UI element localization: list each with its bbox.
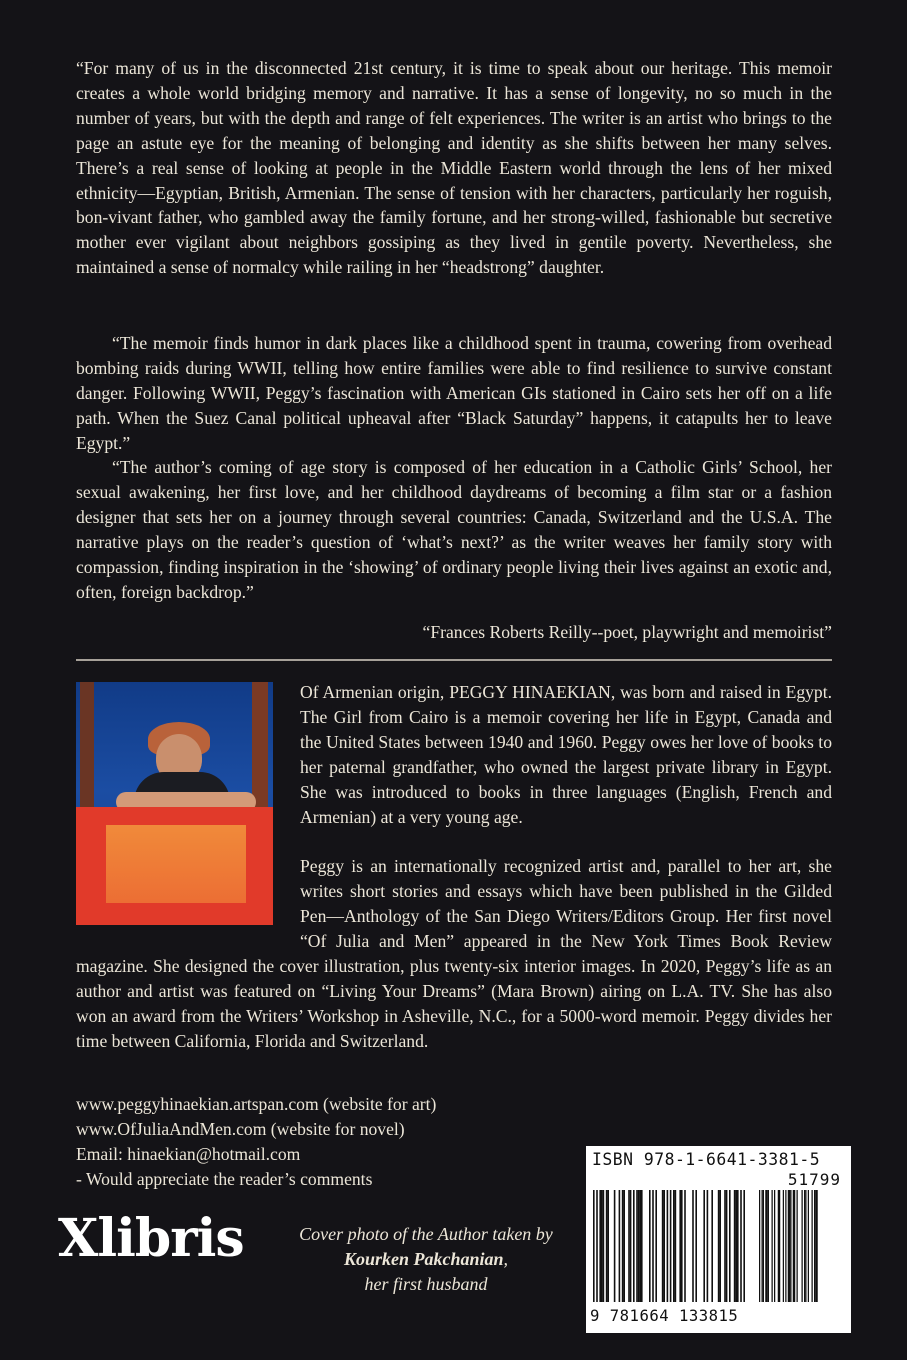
bio-paragraph: Peggy is an internationally recognized artist and, parallel to her art, she writes short stories and essays which have been published in the Gilded Pen—Anthology of the San Diego Writers/Editors Group. Her first novel “Of Julia and Men” appeared in the New York Times Book Review magazine. She designed the cover illustration, plus twenty-six interior images. In 2020, Peggy’s life as an author and artist was featured on “Living Your Dreams” (Mara Brown) airing on L.A. TV. She has also won an award from the Writers’ Workshop in Asheville, N.C., for a 5000-word memoir. Peggy divides her time between California, Florida and Switzerland. <box>76 856 832 1051</box>
addon-bar <box>805 1190 806 1302</box>
addon-bar <box>785 1190 786 1302</box>
barcode-bar <box>599 1190 601 1302</box>
barcode-bar <box>663 1190 665 1302</box>
barcode-bar <box>740 1190 742 1302</box>
ean-digits: 9 781664 133815 <box>590 1307 739 1325</box>
addon-bar <box>802 1190 803 1302</box>
barcode-bar <box>633 1190 635 1302</box>
barcode-bar <box>596 1190 598 1302</box>
barcode-box <box>586 1146 851 1333</box>
barcode-bar <box>703 1190 705 1302</box>
bio-paragraph: Of Armenian origin, PEGGY HINAEKIAN, was born and raised in Egypt. The Girl from Cairo is a memoir covering her life in Egypt, Canada and the United States between 1940 and 1960. Peggy owes her love of books to her paternal grandfather, who owned the largest private library in Egypt. She was introduced to books in three languages (English, French and Armenian) at a very young age. <box>300 682 832 827</box>
credit-comma: , <box>503 1248 509 1269</box>
barcode-bar <box>729 1190 731 1302</box>
barcode-bar <box>619 1190 621 1302</box>
barcode-bar <box>743 1190 745 1302</box>
art-website-link[interactable]: www.peggyhinaekian.artspan.com (website for art) <box>76 1094 437 1114</box>
photo-credit <box>284 1222 568 1297</box>
reader-note: - Would appreciate the reader’s comments <box>76 1168 373 1189</box>
barcode-bar <box>692 1190 694 1302</box>
section-divider <box>76 659 832 661</box>
price-code: 51799 <box>787 1170 841 1189</box>
addon-bar <box>789 1190 790 1302</box>
barcode-bar <box>630 1190 632 1302</box>
credit-line: her first husband <box>364 1273 488 1294</box>
barcode-bar <box>652 1190 654 1302</box>
barcode-bar <box>649 1190 651 1302</box>
photographer-name: Kourken Pakchanian <box>343 1248 504 1269</box>
photo-spacer <box>76 680 300 930</box>
barcode-bar <box>655 1190 657 1302</box>
addon-bar <box>774 1190 775 1302</box>
barcode-bar <box>673 1190 675 1302</box>
addon-bar <box>767 1190 768 1302</box>
barcode-bar <box>636 1190 638 1302</box>
barcode-bar <box>726 1190 728 1302</box>
barcode-bar <box>603 1190 605 1302</box>
barcode-bar <box>607 1190 609 1302</box>
addon-bar <box>808 1190 809 1302</box>
addon-bar <box>759 1190 760 1302</box>
addon-bar <box>768 1190 769 1302</box>
barcode-bar <box>641 1190 643 1302</box>
addon-bar <box>790 1190 791 1302</box>
email-link[interactable]: Email: hinaekian@hotmail.com <box>76 1143 301 1164</box>
barcode-bar <box>735 1190 737 1302</box>
barcode-bar <box>679 1190 681 1302</box>
barcode-bar <box>681 1190 683 1302</box>
addon-bar <box>762 1190 763 1302</box>
review-paragraph: “The author’s coming of age story is composed of her education in a Catholic Girls’ School, her sexual awakening, her first love, and her childhood daydreams of becoming a film star or a fashion designer that sets her on a journey through several countries: Canada, Switzerland and the U.S.A. The narrative plays on the reader’s question of ‘what’s next?’ as the writer weaves her family story with compassion, finding inspiration in the ‘showing’ of ordinary people living their lives against an exotic and, often, foreign backdrop.” <box>76 457 832 602</box>
barcode-bar <box>684 1190 686 1302</box>
barcode-bar <box>707 1190 709 1302</box>
addon-bar <box>788 1190 789 1302</box>
barcode-bar <box>601 1190 603 1302</box>
review-paragraph: “The memoir finds humor in dark places like a childhood spent in trauma, cowering from overhead bombing raids during WWII, telling how entire families were able to find resilience to survive constant danger. Following WWII, Peggy’s fascination with American GIs stationed in Cairo sets her off on a life path. When the Suez Canal political upheaval after “Black Saturday” happens, it catapults her to leave Egypt.” <box>76 333 832 453</box>
addon-bar <box>779 1190 780 1302</box>
addon-bar <box>794 1190 795 1302</box>
author-bio <box>76 680 832 1054</box>
credit-line <box>284 1247 568 1272</box>
barcode-bar <box>667 1190 669 1302</box>
credit-line: Cover photo of the Author taken by <box>299 1224 553 1244</box>
addon-bar <box>793 1190 794 1302</box>
addon-bar <box>763 1190 764 1302</box>
addon-bar <box>765 1190 766 1302</box>
review-paragraph: “For many of us in the disconnected 21st century, it is time to speak about our heritage. This memoir creates a whole world bridging memory and narrative. It has a sense of longevity, no so much in the number of years, but with the depth and range of felt experiences. The writer is an artist who brings to the page an astute eye for the meaning of belonging and identity as she shifts between her many selves. There’s a real sense of looking at people in the Middle Eastern world through the lens of her mixed ethnicity—Egyptian, British, Armenian. The sense of tension with her characters, particularly her roguish, bon-vivant father, who gambled away the family fortune, and her strong-willed, fashionable but secretive mother ever vigilant about neighbors gossiping as they lived in gentile poverty. Nevertheless, she maintained a sense of normalcy while railing in her “headstrong” daughter. <box>76 58 832 278</box>
addon-bar <box>817 1190 818 1302</box>
barcode-bar <box>718 1190 720 1302</box>
barcode-bar <box>638 1190 640 1302</box>
barcode-bar <box>628 1190 630 1302</box>
addon-bar <box>815 1190 816 1302</box>
barcode-bar <box>734 1190 736 1302</box>
barcode-bar <box>614 1190 616 1302</box>
barcode-bar <box>606 1190 608 1302</box>
barcode-bar <box>737 1190 739 1302</box>
isbn-text: ISBN 978-1-6641-3381-5 <box>592 1150 821 1169</box>
addon-bar <box>804 1190 805 1302</box>
publisher-logo: Xlibris <box>58 1208 244 1269</box>
novel-website-link[interactable]: www.OfJuliaAndMen.com (website for novel) <box>76 1118 405 1139</box>
barcode-bar <box>719 1190 721 1302</box>
addon-bar <box>772 1190 773 1302</box>
contact-block <box>76 1092 536 1192</box>
barcode-bar <box>593 1190 595 1302</box>
barcode-bar <box>622 1190 624 1302</box>
barcode-bar <box>675 1190 677 1302</box>
barcode-bar <box>670 1190 672 1302</box>
barcode-bar <box>695 1190 697 1302</box>
barcode-bars <box>591 1190 847 1308</box>
addon-bar <box>783 1190 784 1302</box>
addon-bar <box>814 1190 815 1302</box>
review-attribution: “Frances Roberts Reilly--poet, playwright and memoirist” <box>422 622 832 642</box>
addon-bar <box>778 1190 779 1302</box>
addon-bar <box>812 1190 813 1302</box>
barcode-bar <box>639 1190 641 1302</box>
barcode-bar <box>662 1190 664 1302</box>
barcode-bar <box>724 1190 726 1302</box>
barcode-bar <box>711 1190 713 1302</box>
addon-bar <box>797 1190 798 1302</box>
barcode-bar <box>623 1190 625 1302</box>
